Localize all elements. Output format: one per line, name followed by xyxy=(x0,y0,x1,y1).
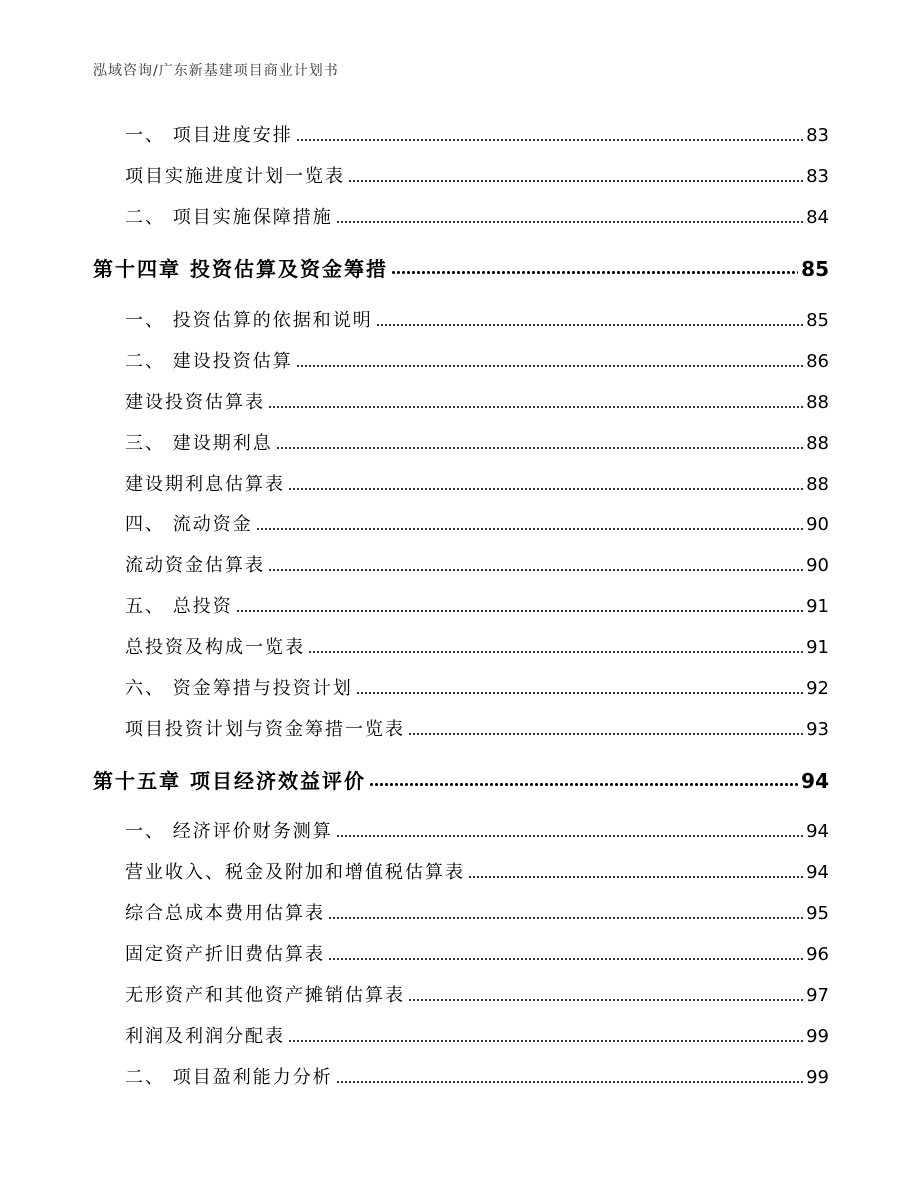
dot-leader xyxy=(288,1037,803,1044)
toc-entry-title: 六、 资金筹措与投资计划 xyxy=(125,678,353,699)
toc-entry-title: 一、 投资估算的依据和说明 xyxy=(125,310,373,331)
toc-entry-title: 二、 建设投资估算 xyxy=(125,351,293,372)
page-header: 泓域咨询/广东新基建项目商业计划书 xyxy=(93,63,339,79)
dot-leader xyxy=(256,525,803,532)
dot-leader xyxy=(296,136,803,143)
dot-leader xyxy=(336,1078,803,1085)
toc-entry[interactable] xyxy=(125,942,829,968)
toc-entry-title: 五、 总投资 xyxy=(125,596,233,617)
toc-entry-title: 二、 项目实施保障措施 xyxy=(125,207,333,228)
toc-entry[interactable] xyxy=(125,1024,829,1050)
dot-leader xyxy=(336,832,803,839)
toc-page-number: 93 xyxy=(806,719,829,740)
toc-entry[interactable] xyxy=(125,860,829,886)
toc-page-number: 84 xyxy=(806,207,829,228)
dot-leader xyxy=(348,177,803,184)
toc-entry-title: 固定资产折旧费估算表 xyxy=(125,944,325,965)
toc-entry-title: 一、 项目进度安排 xyxy=(125,125,293,146)
toc-entry-title: 一、 经济评价财务测算 xyxy=(125,821,333,842)
toc-page-number: 94 xyxy=(806,862,829,883)
toc-entry[interactable] xyxy=(125,983,829,1009)
toc-page-number: 83 xyxy=(806,166,829,187)
toc-entry[interactable] xyxy=(125,205,829,231)
toc-entry-title: 流动资金估算表 xyxy=(125,555,265,576)
toc-entry-title: 第十五章 项目经济效益评价 xyxy=(93,769,366,793)
toc-entry-title: 三、 建设期利息 xyxy=(125,433,273,454)
toc-chapter-entry[interactable] xyxy=(93,768,829,794)
dot-leader xyxy=(408,996,803,1003)
toc-page-number: 94 xyxy=(801,769,829,793)
toc-page-number: 88 xyxy=(806,392,829,413)
dot-leader xyxy=(308,648,803,655)
toc-entry[interactable] xyxy=(125,472,829,498)
toc-entry-title: 项目投资计划与资金筹措一览表 xyxy=(125,719,405,740)
toc-entry[interactable] xyxy=(125,390,829,416)
toc-page-number: 88 xyxy=(806,433,829,454)
dot-leader xyxy=(236,607,803,614)
toc-page-number: 90 xyxy=(806,514,829,535)
toc-entry-title: 第十四章 投资估算及资金筹措 xyxy=(93,257,388,281)
toc-entry-title: 二、 项目盈利能力分析 xyxy=(125,1067,333,1088)
toc-page-number: 90 xyxy=(806,555,829,576)
toc-chapter-entry[interactable] xyxy=(93,256,829,282)
toc-page-number: 94 xyxy=(806,821,829,842)
toc-entry[interactable] xyxy=(125,819,829,845)
toc-entry[interactable] xyxy=(125,308,829,334)
toc-page-number: 88 xyxy=(806,474,829,495)
toc-page-number: 96 xyxy=(806,944,829,965)
toc-entry-title: 项目实施进度计划一览表 xyxy=(125,166,345,187)
toc-entry-title: 总投资及构成一览表 xyxy=(125,637,305,658)
toc-entry-title: 利润及利润分配表 xyxy=(125,1026,285,1047)
toc-entry[interactable] xyxy=(125,512,829,538)
toc-entry[interactable] xyxy=(125,553,829,579)
dot-leader xyxy=(296,362,803,369)
toc-entry-title: 营业收入、税金及附加和增值税估算表 xyxy=(125,862,465,883)
toc-entry[interactable] xyxy=(125,431,829,457)
toc-page-number: 92 xyxy=(806,678,829,699)
toc-entry[interactable] xyxy=(125,635,829,661)
dot-leader xyxy=(376,321,803,328)
toc-entry[interactable] xyxy=(125,594,829,620)
toc-page-number: 91 xyxy=(806,637,829,658)
dot-leader xyxy=(328,914,803,921)
toc-entry-title: 无形资产和其他资产摊销估算表 xyxy=(125,985,405,1006)
toc-entry[interactable] xyxy=(125,717,829,743)
toc-page-number: 91 xyxy=(806,596,829,617)
dot-leader xyxy=(408,730,803,737)
toc-entry[interactable] xyxy=(125,676,829,702)
toc-entry[interactable] xyxy=(125,123,829,149)
dot-leader xyxy=(268,566,803,573)
toc-page-number: 85 xyxy=(806,310,829,331)
toc-entry-title: 建设期利息估算表 xyxy=(125,474,285,495)
toc-page-number: 99 xyxy=(806,1026,829,1047)
dot-leader xyxy=(468,873,803,880)
dot-leader xyxy=(276,444,803,451)
dot-leader xyxy=(268,403,803,410)
toc-entry[interactable] xyxy=(125,1065,829,1091)
toc-entry-title: 综合总成本费用估算表 xyxy=(125,903,325,924)
toc-page-number: 95 xyxy=(806,903,829,924)
toc-entry[interactable] xyxy=(125,164,829,190)
dot-leader xyxy=(391,268,798,276)
dot-leader xyxy=(369,780,798,788)
dot-leader xyxy=(288,485,803,492)
toc-page-number: 83 xyxy=(806,125,829,146)
toc-entry-title: 建设投资估算表 xyxy=(125,392,265,413)
dot-leader xyxy=(328,955,803,962)
toc-entry-title: 四、 流动资金 xyxy=(125,514,253,535)
toc-page-number: 97 xyxy=(806,985,829,1006)
dot-leader xyxy=(336,218,803,225)
toc-entry[interactable] xyxy=(125,901,829,927)
toc-page-number: 86 xyxy=(806,351,829,372)
dot-leader xyxy=(356,689,803,696)
toc-page-number: 99 xyxy=(806,1067,829,1088)
toc-entry[interactable] xyxy=(125,349,829,375)
toc-page-number: 85 xyxy=(801,257,829,281)
